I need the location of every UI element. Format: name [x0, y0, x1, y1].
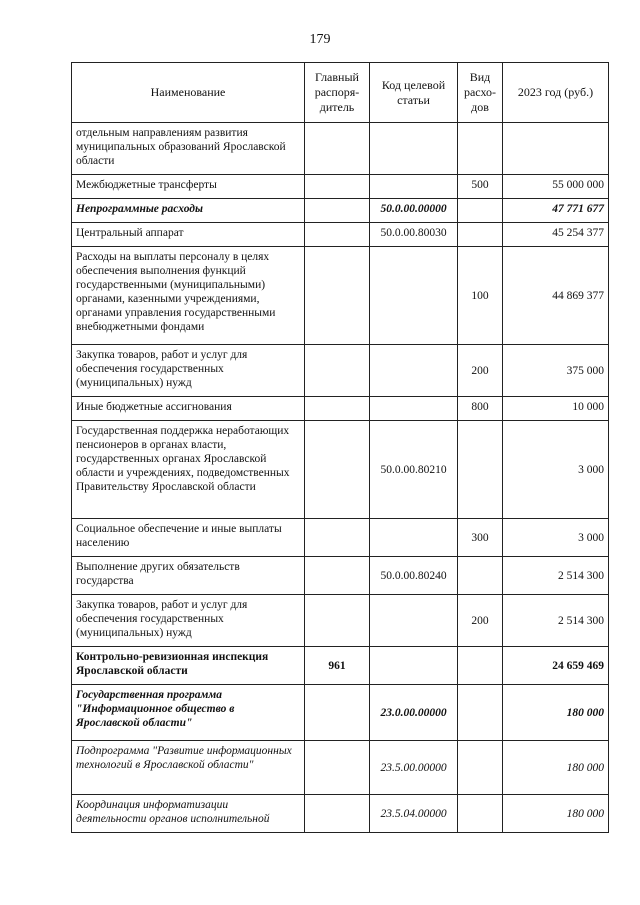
row-code: 23.0.00.00000: [370, 685, 458, 741]
row-vid: [458, 199, 503, 223]
row-code: 50.0.00.80240: [370, 557, 458, 595]
row-name: отдельным направлениям развития муниципальных образований Ярославской области: [72, 123, 305, 175]
row-vid: 500: [458, 175, 503, 199]
row-amount: 180 000: [503, 685, 609, 741]
table-row: [72, 345, 609, 397]
row-amount: 3 000: [503, 421, 609, 519]
table-row: [72, 421, 609, 519]
row-amount: 47 771 677: [503, 199, 609, 223]
budget-table: [71, 62, 609, 833]
row-vid: [458, 557, 503, 595]
table-row: [72, 223, 609, 247]
row-code: [370, 397, 458, 421]
row-amount: 375 000: [503, 345, 609, 397]
row-name: Закупка товаров, работ и услуг для обеспечения государственных (муниципальных) нужд: [72, 345, 305, 397]
row-vid: [458, 223, 503, 247]
row-manager: [305, 175, 370, 199]
table-row: [72, 741, 609, 795]
row-manager: [305, 223, 370, 247]
row-name: Контрольно-ревизионная инспекция Ярославской области: [72, 647, 305, 685]
table-row: [72, 519, 609, 557]
row-code: [370, 647, 458, 685]
row-vid: 800: [458, 397, 503, 421]
row-amount: 2 514 300: [503, 595, 609, 647]
row-manager: [305, 685, 370, 741]
row-amount: [503, 123, 609, 175]
row-manager: [305, 557, 370, 595]
row-code: 50.0.00.00000: [370, 199, 458, 223]
row-vid: [458, 685, 503, 741]
row-code: [370, 345, 458, 397]
table-row: [72, 595, 609, 647]
row-amount: 180 000: [503, 741, 609, 795]
row-code: 50.0.00.80210: [370, 421, 458, 519]
row-vid: 200: [458, 595, 503, 647]
table-row: [72, 123, 609, 175]
row-manager: [305, 123, 370, 175]
row-amount: 24 659 469: [503, 647, 609, 685]
row-amount: 3 000: [503, 519, 609, 557]
table-row: [72, 557, 609, 595]
row-vid: 200: [458, 345, 503, 397]
row-code: [370, 247, 458, 345]
table-row: [72, 647, 609, 685]
row-code: [370, 175, 458, 199]
row-code: [370, 595, 458, 647]
row-amount: 2 514 300: [503, 557, 609, 595]
row-name: Иные бюджетные ассигнования: [72, 397, 305, 421]
row-manager: [305, 199, 370, 223]
row-amount: 45 254 377: [503, 223, 609, 247]
row-name: Межбюджетные трансферты: [72, 175, 305, 199]
table-row: [72, 199, 609, 223]
row-name: Непрограммные расходы: [72, 199, 305, 223]
table-row: [72, 175, 609, 199]
table-row: [72, 247, 609, 345]
row-name: Закупка товаров, работ и услуг для обеспечения государственных (муниципальных) нужд: [72, 595, 305, 647]
row-name: Государственная поддержка неработающих пенсионеров в органах власти, государственных органах Ярославской области и учреждениях, подведомственных Правительству Ярославской области: [72, 421, 305, 519]
row-code: [370, 123, 458, 175]
row-manager: [305, 345, 370, 397]
row-name: Центральный аппарат: [72, 223, 305, 247]
row-amount: 44 869 377: [503, 247, 609, 345]
row-name: Социальное обеспечение и иные выплаты населению: [72, 519, 305, 557]
row-manager: [305, 519, 370, 557]
row-code: [370, 519, 458, 557]
row-vid: [458, 421, 503, 519]
header-main-manager: Главный распоря-дитель: [305, 63, 370, 123]
row-amount: 10 000: [503, 397, 609, 421]
row-manager: [305, 741, 370, 795]
row-code: 50.0.00.80030: [370, 223, 458, 247]
row-manager: [305, 421, 370, 519]
row-name: Координация информатизации деятельности органов исполнительной: [72, 795, 305, 833]
table-header-row: [72, 63, 609, 123]
table-row: [72, 795, 609, 833]
row-manager: 961: [305, 647, 370, 685]
row-name: Выполнение других обязательств государства: [72, 557, 305, 595]
header-expense-type: Вид расхо-дов: [458, 63, 503, 123]
row-manager: [305, 595, 370, 647]
row-amount: 180 000: [503, 795, 609, 833]
table-row: [72, 397, 609, 421]
header-name: Наименование: [72, 63, 305, 123]
row-vid: [458, 647, 503, 685]
page-number: 179: [309, 32, 331, 47]
row-vid: [458, 123, 503, 175]
header-target-code: Код целевой статьи: [370, 63, 458, 123]
row-manager: [305, 247, 370, 345]
row-vid: 300: [458, 519, 503, 557]
row-vid: [458, 741, 503, 795]
header-amount: 2023 год (руб.): [503, 63, 609, 123]
row-amount: 55 000 000: [503, 175, 609, 199]
row-vid: 100: [458, 247, 503, 345]
row-manager: [305, 795, 370, 833]
row-name: Государственная программа "Информационное общество в Ярославской области": [72, 685, 305, 741]
row-code: 23.5.04.00000: [370, 795, 458, 833]
row-name: Расходы на выплаты персоналу в целях обеспечения выполнения функций государственными (муниципальными) органами, казенными учреждениями, органами управления государственными внебюджетными фондами: [72, 247, 305, 345]
row-manager: [305, 397, 370, 421]
row-name: Подпрограмма "Развитие информационных технологий в Ярославской области": [72, 741, 305, 795]
row-code: 23.5.00.00000: [370, 741, 458, 795]
row-vid: [458, 795, 503, 833]
table-row: [72, 685, 609, 741]
